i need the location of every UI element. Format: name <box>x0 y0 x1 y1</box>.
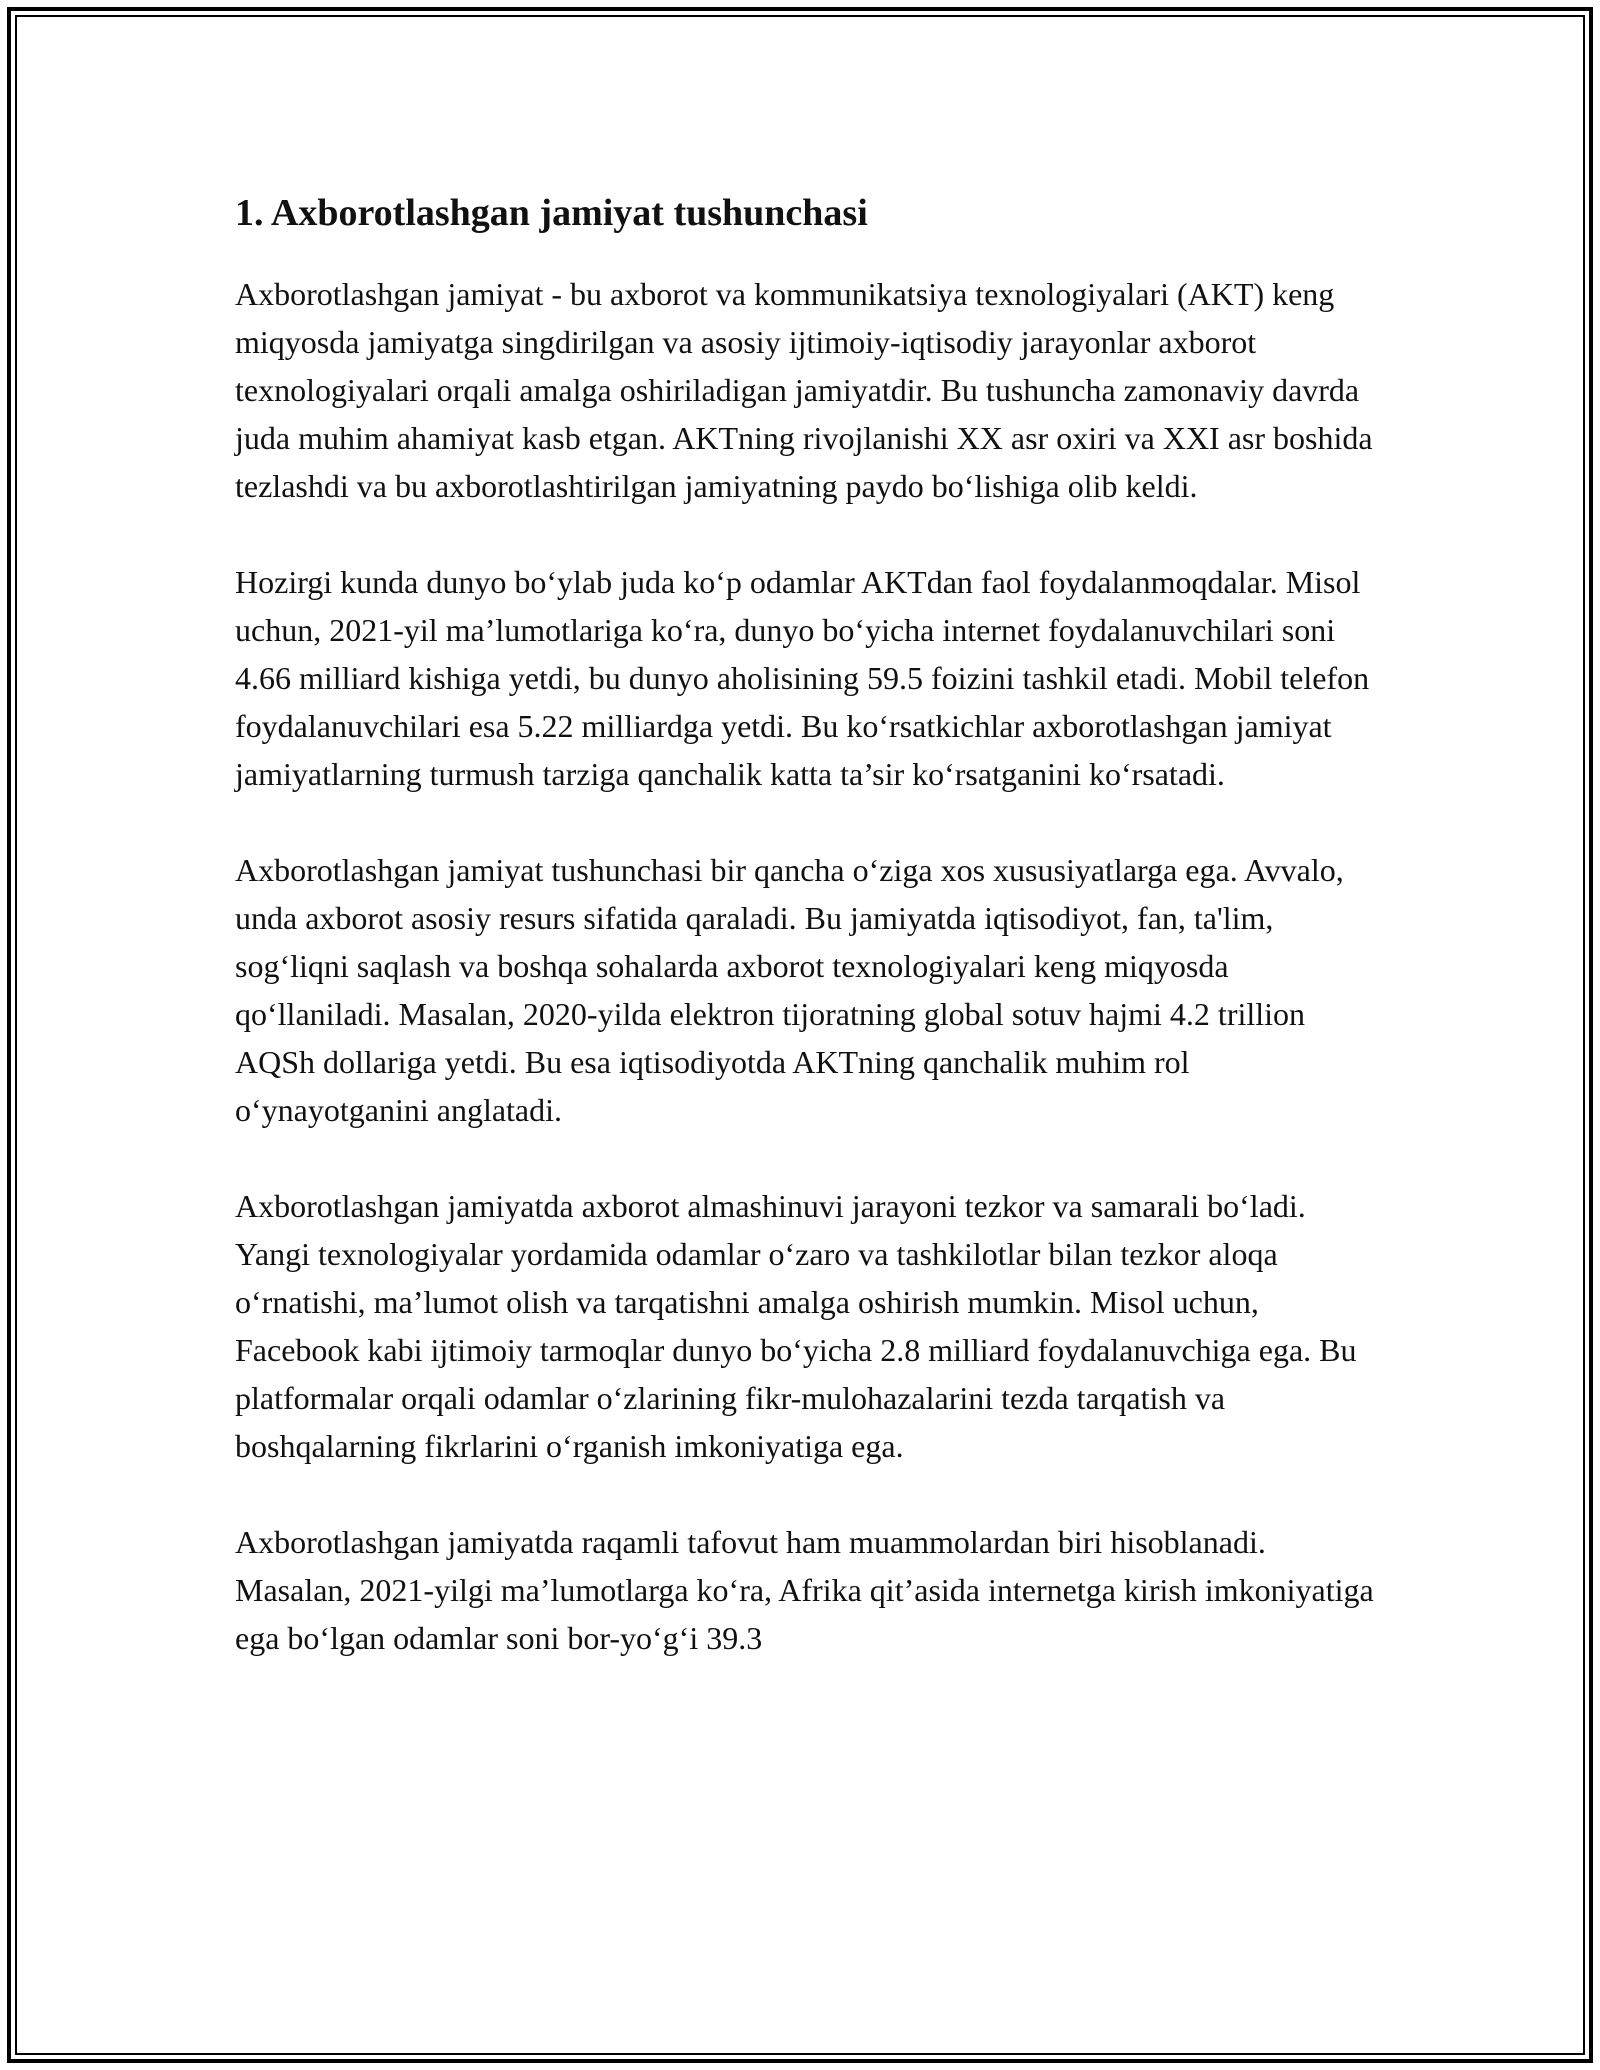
paragraph-2: Hozirgi kunda dunyo bo‘ylab juda ko‘p odamlar AKTdan faol foydalanmoqdalar. Misol uchun, 2021-yil ma’lumotlariga ko‘ra, dunyo bo‘yicha internet foydalanuvchilari soni 4.66 milliard kishiga yetdi, bu dunyo aholisining 59.5 foizini tashkil etadi. Mobil telefon foydalanuvchilari esa 5.22 milliardga yetdi. Bu ko‘rsatkichlar axborotlashgan jamiyat jamiyatlarning turmush tarziga qanchalik katta ta’sir ko‘rsatganini ko‘rsatadi. <box>235 564 1370 792</box>
paragraph-3: Axborotlashgan jamiyat tushunchasi bir qancha o‘ziga xos xususiyatlarga ega. Avvalo, unda axborot asosiy resurs sifatida qaraladi. Bu jamiyatda iqtisodiyot, fan, ta'lim, sog‘liqni saqlash va boshqa sohalarda axborot texnologiyalari keng miqyosda qo‘llaniladi. Masalan, 2020-yilda elektron tijoratning global sotuv hajmi 4.2 trillion AQSh dollariga yetdi. Bu esa iqtisodiyotda AKTning qanchalik muhim rol o‘ynayotganini anglatadi. <box>235 852 1344 1128</box>
paragraph-5: Axborotlashgan jamiyatda raqamli tafovut ham muammolardan biri hisoblanadi. Masalan, 2021-yilgi ma’lumotlarga ko‘ra, Afrika qit’asida internetga kirish imkoniyatiga ega bo‘lgan odamlar soni bor-yo‘g‘i 39.3 <box>235 1524 1374 1656</box>
section-heading: 1. Axborotlashgan jamiyat tushunchasi <box>235 192 868 234</box>
document-body <box>235 186 1385 1710</box>
paragraph-4: Axborotlashgan jamiyatda axborot almashinuvi jarayoni tezkor va samarali bo‘ladi. Yangi texnologiyalar yordamida odamlar o‘zaro va tashkilotlar bilan tezkor aloqa o‘rnatishi, ma’lumot olish va tarqatishni amalga oshirish mumkin. Misol uchun, Facebook kabi ijtimoiy tarmoqlar dunyo bo‘yicha 2.8 milliard foydalanuvchiga ega. Bu platformalar orqali odamlar o‘zlarining fikr-mulohazalarini tezda tarqatish va boshqalarning fikrlarini o‘rganish imkoniyatiga ega. <box>235 1188 1357 1464</box>
paragraph-1: Axborotlashgan jamiyat - bu axborot va kommunikatsiya texnologiyalari (AKT) keng miqyosda jamiyatga singdirilgan va asosiy ijtimoiy-iqtisodiy jarayonlar axborot texnologiyalari orqali amalga oshiriladigan jamiyatdir. Bu tushuncha zamonaviy davrda juda muhim ahamiyat kasb etgan. AKTning rivojlanishi XX asr oxiri va XXI asr boshida tezlashdi va bu axborotlashtirilgan jamiyatning paydo bo‘lishiga olib keldi. <box>235 276 1373 504</box>
